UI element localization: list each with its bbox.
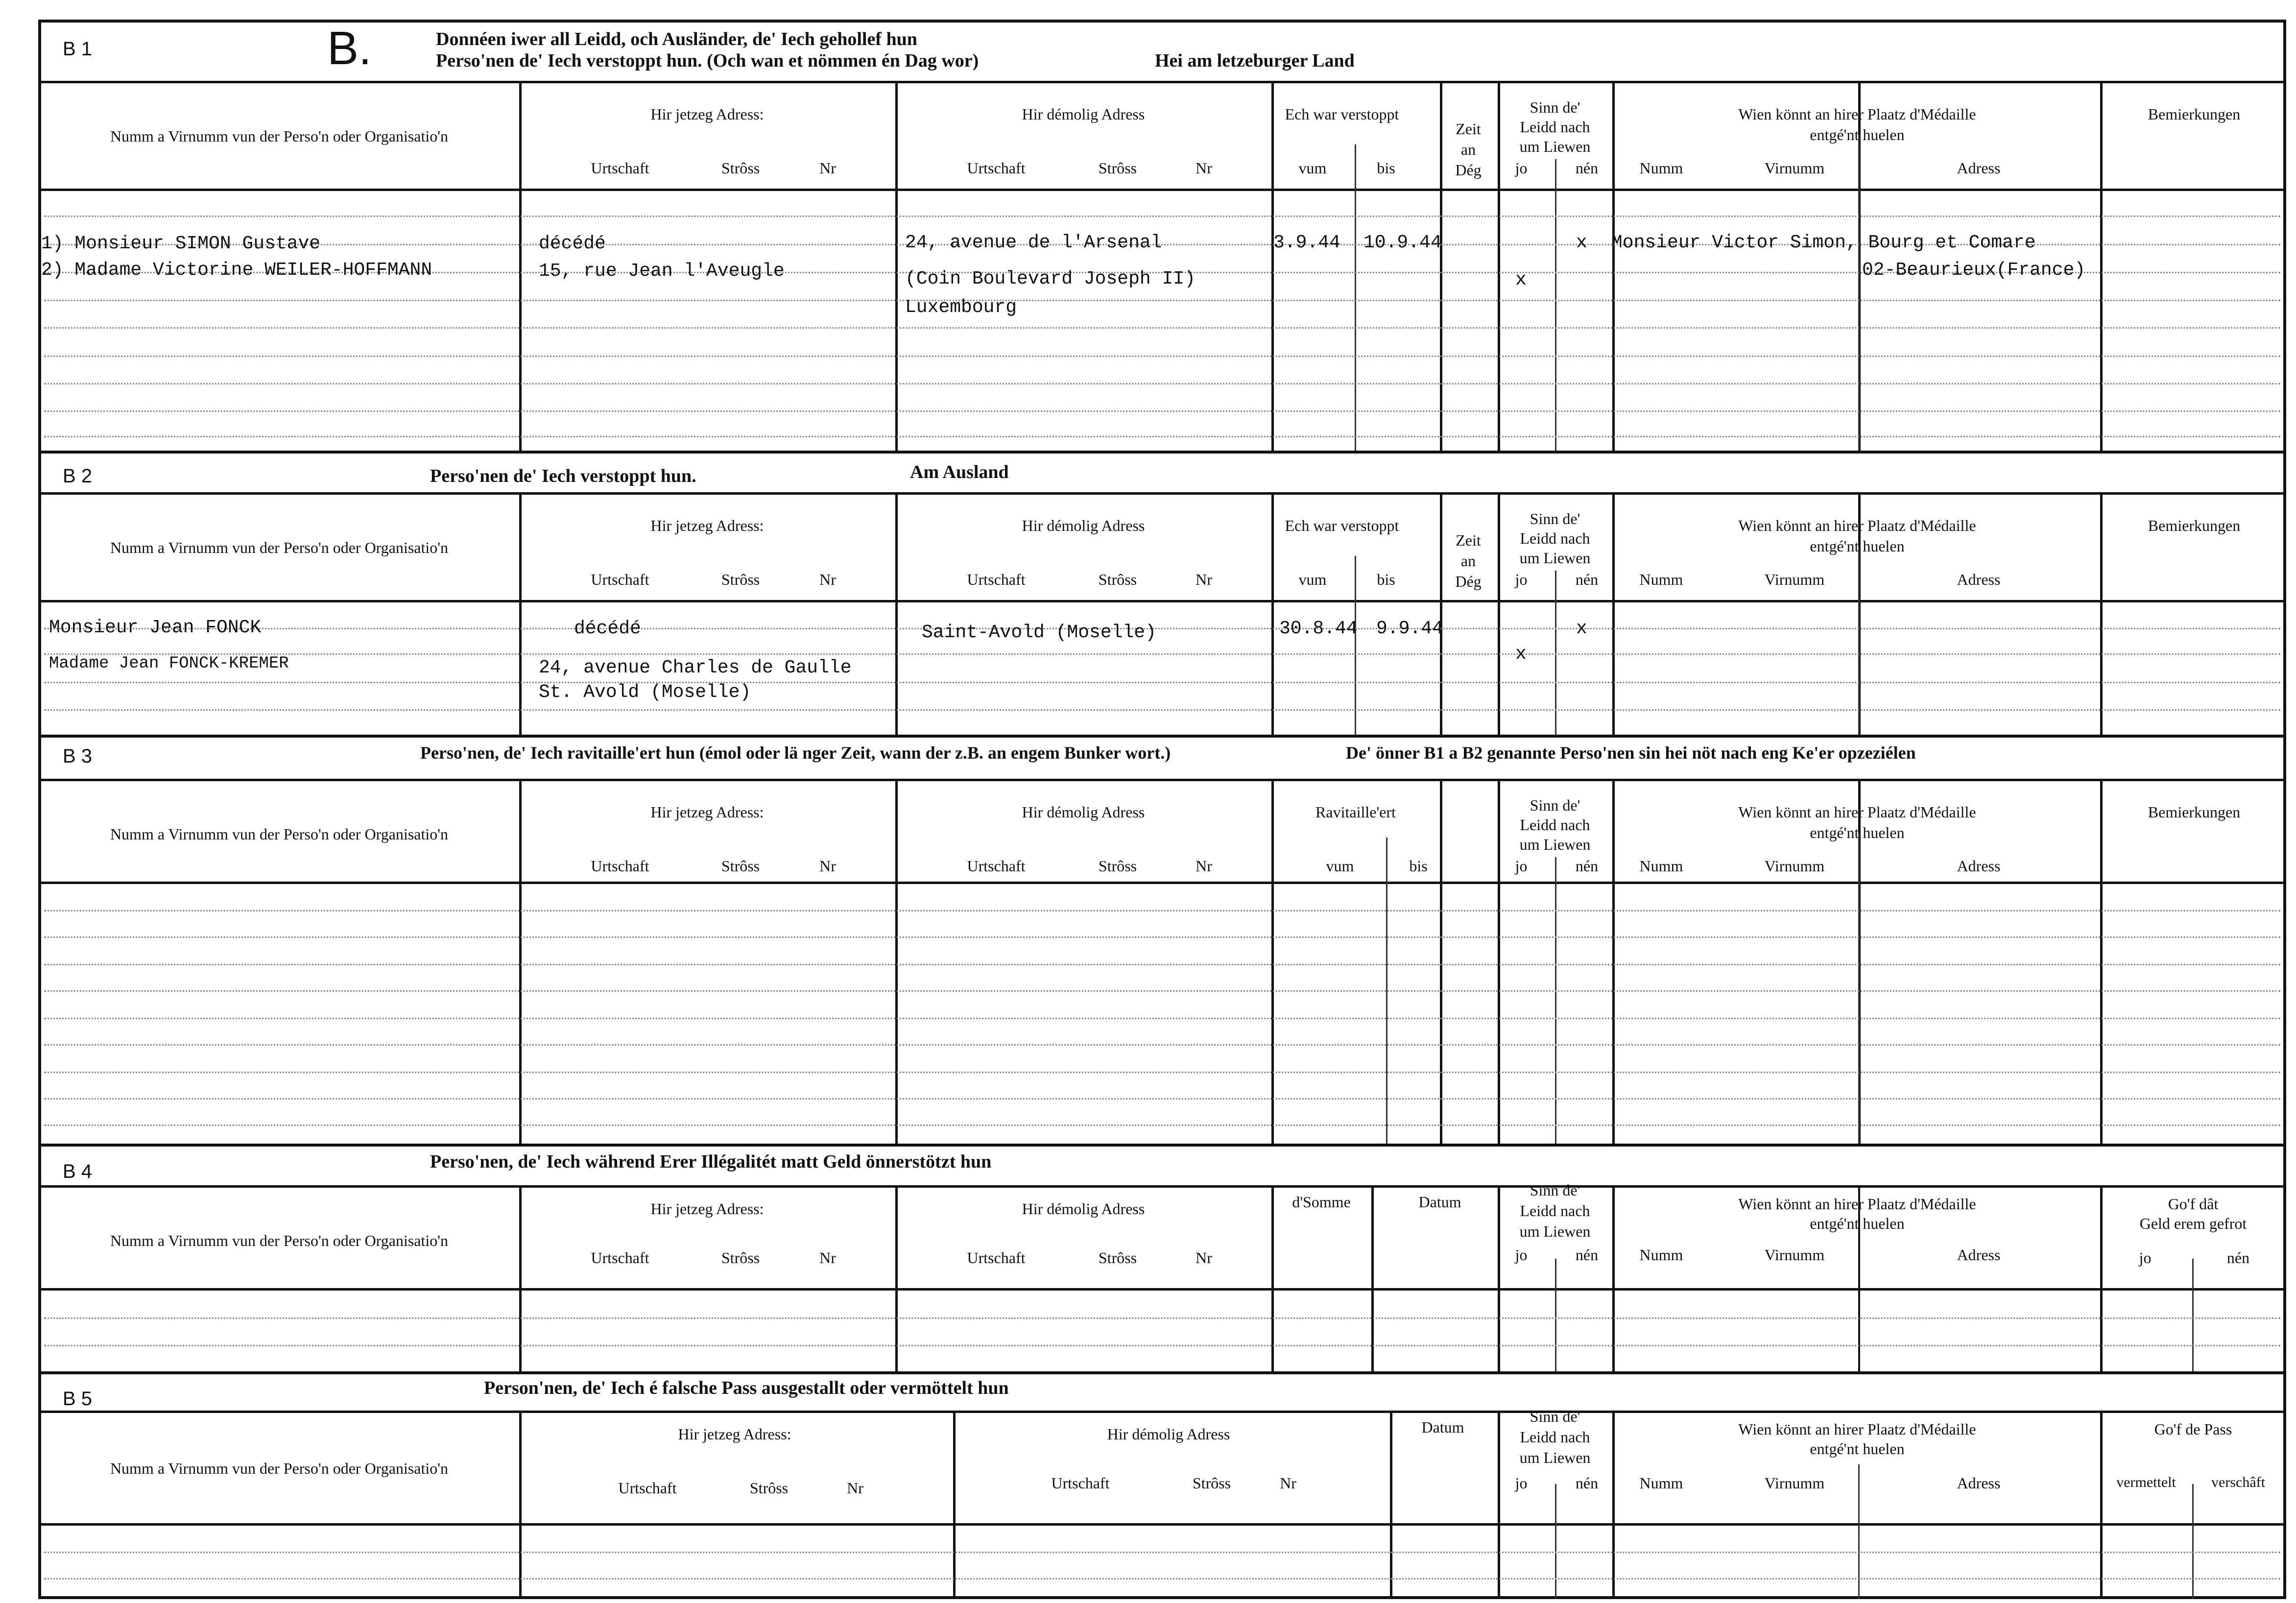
b3-col-sinn-1: Sinn de' [1530, 796, 1580, 814]
b2-col-zeit-an: an [1460, 552, 1476, 570]
rule-v [1612, 492, 1615, 735]
b1-col-jo: jo [1515, 159, 1528, 177]
b2-col-bemierkungen: Bemierkungen [2148, 517, 2241, 534]
b2-col-old-street: Strôss [1098, 571, 1137, 588]
b3-col-sinn-3: um Liewen [1519, 836, 1591, 853]
rule-v [2100, 779, 2103, 1144]
dotted-row-line [44, 1552, 2280, 1553]
b3-col-name: Numm a Virnumm vun der Perso'n oder Organisatio'n [110, 825, 449, 843]
dotted-row-line [44, 300, 2280, 301]
rule-v [1371, 1185, 1374, 1371]
dotted-row-line [44, 964, 2280, 965]
b2-col-vum: vum [1298, 571, 1327, 588]
b5-col-medaille-2: entgé'nt huelen [1810, 1440, 1905, 1458]
b2-col-medaille-1: Wien könnt an hirer Plaatz d'Médaille [1738, 517, 1976, 534]
rule-h [40, 600, 2284, 602]
b4-col-gof-geld-1: Go'f dât [2168, 1195, 2219, 1213]
b2-col-sinn-2: Leidd nach [1520, 529, 1590, 547]
rule-v [1612, 1411, 1615, 1599]
b1-col-old-nr: Nr [1196, 159, 1212, 177]
b4-col-jo: jo [1515, 1246, 1528, 1264]
form-letter: B. [327, 22, 372, 74]
b1-col-zeit-an: an [1460, 141, 1476, 158]
dotted-row-line [44, 653, 2280, 655]
b5-col-datum: Datum [1421, 1418, 1464, 1436]
b1-col-old-town: Urtschaft [967, 159, 1026, 177]
dotted-row-line [44, 383, 2280, 384]
rule-v [1612, 81, 1615, 451]
b4-col-old-street: Strôss [1098, 1249, 1137, 1267]
rule-v [2100, 1411, 2103, 1599]
dotted-row-line [44, 215, 2280, 217]
b4-col-virnumm: Virnumm [1764, 1246, 1825, 1264]
dotted-row-line [44, 910, 2280, 911]
b3-col-old-street: Strôss [1098, 857, 1137, 875]
b4-col-datum: Datum [1418, 1193, 1461, 1211]
rule-v [519, 492, 522, 735]
b2-entry-vum: 30.8.44 [1279, 618, 1358, 639]
b5-col-current-nr: Nr [847, 1479, 863, 1497]
b2-col-old-nr: Nr [1196, 571, 1212, 588]
rule-h [40, 1411, 2284, 1413]
b4-col-medaille-1: Wien könnt an hirer Plaatz d'Médaille [1738, 1195, 1976, 1213]
b2-col-old-address: Hir démolig Adress [1022, 517, 1145, 534]
b3-col-virnumm: Virnumm [1764, 857, 1825, 875]
rule-v [1858, 1185, 1860, 1371]
rule-v [2192, 1484, 2194, 1599]
b5-col-old-town: Urtschaft [1051, 1474, 1110, 1492]
b2-col-bis: bis [1377, 571, 1395, 588]
b3-col-nen: nén [1575, 857, 1599, 875]
dotted-row-line [44, 990, 2280, 992]
rule-h [40, 1185, 2284, 1188]
b2-col-jo: jo [1515, 571, 1528, 588]
b1-entry-old-2: (Coin Boulevard Joseph II) [905, 268, 1196, 289]
dotted-row-line [44, 1018, 2280, 1019]
b3-col-current-street: Strôss [721, 857, 760, 875]
b1-col-medaille-2: entgé'nt huelen [1810, 126, 1905, 144]
b1-col-nen: nén [1575, 159, 1599, 177]
dotted-row-line [44, 1345, 2280, 1346]
rule-v [519, 81, 522, 451]
b3-col-bemierkungen: Bemierkungen [2148, 803, 2241, 821]
b2-col-current-nr: Nr [819, 571, 836, 588]
section-code-b2: B 2 [63, 465, 93, 487]
b1-entry-current-1: décédé [539, 233, 606, 254]
b1-col-adress: Adress [1957, 159, 2001, 177]
b4-col-medaille-2: entgé'nt huelen [1810, 1215, 1905, 1232]
b2-entry-current-1: décédé [574, 618, 641, 639]
b2-col-zeit: Zeit [1456, 531, 1481, 549]
rule-v [1555, 1484, 1556, 1599]
section-code-b4: B 4 [63, 1161, 93, 1182]
rule-v [1498, 1411, 1500, 1599]
rule-v [895, 492, 898, 735]
b1-col-zeit-deg: Dég [1455, 161, 1482, 179]
b5-col-name: Numm a Virnumm vun der Perso'n oder Organisatio'n [110, 1459, 449, 1477]
b5-col-verschaft: verschâft [2211, 1474, 2265, 1490]
b2-entry-nen: x [1576, 618, 1587, 639]
b5-col-nen: nén [1575, 1474, 1599, 1492]
dotted-row-line [44, 936, 2280, 938]
rule-h [40, 189, 2284, 191]
dotted-row-line [44, 1044, 2280, 1046]
dotted-row-line [44, 628, 2280, 629]
b3-col-old-nr: Nr [1196, 857, 1212, 875]
b1-col-current-street: Strôss [721, 159, 760, 177]
b2-col-virnumm: Virnumm [1764, 571, 1825, 588]
rule-v [895, 779, 898, 1144]
b1-entry-old-3: Luxembourg [905, 297, 1017, 318]
rule-h [40, 81, 2284, 83]
b1-entry-vum: 3.9.44 [1273, 232, 1340, 253]
b3-col-vum: vum [1326, 857, 1354, 875]
b2-entry-old-1: Saint-Avold (Moselle) [922, 622, 1156, 643]
dotted-row-line [44, 1317, 2280, 1319]
b3-col-sinn-2: Leidd nach [1520, 816, 1590, 834]
b3-col-current-town: Urtschaft [591, 857, 649, 875]
b3-title-line1: Perso'nen, de' Iech ravitaille'ert hun (émol oder lä nger Zeit, wann der z.B. an engem Bunker wort.) [420, 743, 1171, 763]
dotted-row-line [44, 1098, 2280, 1100]
b1-col-sinn-3: um Liewen [1519, 138, 1591, 155]
b5-col-virnumm: Virnumm [1764, 1474, 1825, 1492]
b2-title-line1: Perso'nen de' Iech verstoppt hun. [430, 466, 696, 486]
b4-col-somme: d'Somme [1292, 1193, 1351, 1211]
b1-col-sinn-2: Leidd nach [1520, 118, 1590, 136]
b1-col-name: Numm a Virnumm vun der Perso'n oder Organisatio'n [110, 127, 449, 145]
rule-v [1858, 546, 1860, 735]
b2-entry-current-3: St. Avold (Moselle) [539, 682, 751, 703]
b3-title-line2: De' önner B1 a B2 genannte Perso'nen sin hei nöt nach eng Ke'er opzeziélen [1346, 743, 1916, 763]
rule-v [1271, 492, 1274, 735]
b4-col-numm: Numm [1639, 1246, 1683, 1264]
b5-col-old-address: Hir démolig Adress [1107, 1425, 1230, 1443]
b1-entry-bis: 10.9.44 [1363, 232, 1442, 253]
b1-col-bemierkungen: Bemierkungen [2148, 105, 2241, 123]
b1-entry-medaille-1: Monsieur Victor Simon, Bourg et Comare [1611, 232, 2036, 253]
dotted-row-line [44, 327, 2280, 329]
rule-h [40, 1288, 2284, 1291]
b1-col-numm: Numm [1639, 159, 1683, 177]
b5-col-numm: Numm [1639, 1474, 1683, 1492]
rule-v [1858, 833, 1860, 1144]
b2-entry-name-1: Monsieur Jean FONCK [49, 617, 262, 638]
b4-col-current-address: Hir jetzeg Adress: [650, 1200, 764, 1218]
b2-col-old-town: Urtschaft [967, 571, 1026, 588]
b4-col-sinn-1: Sinn de' [1530, 1181, 1580, 1199]
b1-col-virnumm: Virnumm [1764, 159, 1825, 177]
b1-col-hidden: Ech war verstoppt [1285, 105, 1399, 123]
b2-col-nen: nén [1575, 571, 1599, 588]
b3-col-current-nr: Nr [819, 857, 836, 875]
b3-col-numm: Numm [1639, 857, 1683, 875]
b2-entry-bis: 9.9.44 [1376, 618, 1443, 639]
b4-col-sinn-3: um Liewen [1519, 1222, 1591, 1240]
rule-v [519, 1185, 522, 1371]
b1-entry-current-2: 15, rue Jean l'Aveugle [539, 261, 785, 282]
b1-col-current-town: Urtschaft [591, 159, 649, 177]
rule-h [40, 1371, 2284, 1374]
rule-v [2100, 1185, 2103, 1371]
rule-v [1612, 1185, 1615, 1371]
rule-v [1440, 779, 1442, 1144]
rule-h [40, 451, 2284, 454]
b5-col-sinn-2: Leidd nach [1520, 1428, 1590, 1446]
b2-entry-current-2: 24, avenue Charles de Gaulle [539, 657, 852, 678]
b5-col-adress: Adress [1957, 1474, 2001, 1492]
b3-col-medaille-1: Wien könnt an hirer Plaatz d'Médaille [1738, 803, 1976, 821]
rule-h [40, 735, 2284, 738]
rule-v [1355, 144, 1356, 451]
b1-col-medaille-1: Wien könnt an hirer Plaatz d'Médaille [1738, 105, 1976, 123]
b3-col-bis: bis [1409, 857, 1428, 875]
b4-col-name: Numm a Virnumm vun der Perso'n oder Organisatio'n [110, 1232, 449, 1249]
dotted-row-line [44, 709, 2280, 711]
rule-v [953, 1411, 956, 1599]
b5-title-line1: Person'nen, de' Iech é falsche Pass ausgestallt oder vermöttelt hun [484, 1378, 1009, 1398]
b2-col-sinn-1: Sinn de' [1530, 510, 1580, 527]
b2-col-current-town: Urtschaft [591, 571, 649, 588]
b5-col-sinn-3: um Liewen [1519, 1449, 1591, 1466]
b1-col-sinn-1: Sinn de' [1530, 98, 1580, 116]
rule-v [1390, 1411, 1392, 1599]
dotted-row-line [44, 436, 2280, 437]
b5-col-vermettelt: vermettelt [2116, 1474, 2176, 1490]
rule-v [1612, 779, 1615, 1144]
b1-entry-name-2: 2) Madame Victorine WEILER-HOFFMANN [41, 260, 432, 281]
section-code-b3: B 3 [63, 745, 93, 767]
rule-v [1271, 1185, 1274, 1371]
b5-col-old-nr: Nr [1280, 1474, 1296, 1492]
rule-h [40, 492, 2284, 495]
b1-col-current-address: Hir jetzeg Adress: [650, 105, 764, 123]
b2-col-numm: Numm [1639, 571, 1683, 588]
rule-h [40, 1523, 2284, 1526]
b1-entry-jo: x [1515, 269, 1527, 290]
b4-col-current-street: Strôss [721, 1249, 760, 1267]
section-code-b1: B 1 [63, 38, 93, 60]
b1-entry-nen: x [1576, 232, 1587, 253]
dotted-row-line [44, 410, 2280, 412]
b2-col-zeit-deg: Dég [1455, 573, 1482, 590]
section-code-b5: B 5 [63, 1388, 93, 1410]
b4-col-current-nr: Nr [819, 1249, 836, 1267]
b1-col-old-street: Strôss [1098, 159, 1137, 177]
rule-v [1498, 1185, 1500, 1371]
rule-v [1498, 492, 1500, 735]
rule-h [40, 882, 2284, 884]
rule-v [519, 779, 522, 1144]
b3-col-jo: jo [1515, 857, 1528, 875]
b2-col-current-address: Hir jetzeg Adress: [650, 517, 764, 534]
b2-entry-name-2: Madame Jean FONCK-KREMER [49, 654, 289, 673]
rule-h [40, 779, 2284, 781]
rule-v [1271, 81, 1274, 451]
b4-col-adress: Adress [1957, 1246, 2001, 1264]
b3-col-old-town: Urtschaft [967, 857, 1026, 875]
rule-v [1555, 1259, 1556, 1371]
rule-h [40, 1144, 2284, 1147]
rule-v [895, 81, 898, 451]
b1-col-zeit: Zeit [1456, 120, 1481, 138]
b2-col-hidden: Ech war verstoppt [1285, 517, 1399, 534]
rule-v [1498, 779, 1500, 1144]
b4-col-old-town: Urtschaft [967, 1249, 1026, 1267]
b5-col-gof-pass: Go'f de Pass [2154, 1420, 2232, 1438]
b1-col-current-nr: Nr [819, 159, 836, 177]
dotted-row-line [44, 1072, 2280, 1073]
dotted-row-line [44, 1124, 2280, 1126]
b4-col-gof-jo: jo [2139, 1249, 2152, 1267]
b4-col-nen: nén [1575, 1246, 1599, 1264]
rule-v [519, 1411, 522, 1599]
b4-col-current-town: Urtschaft [591, 1249, 649, 1267]
b4-col-old-nr: Nr [1196, 1249, 1212, 1267]
b2-col-current-street: Strôss [721, 571, 760, 588]
b1-title-line2: Perso'nen de' Iech verstoppt hun. (Och wan et nömmen én Dag wor) [436, 50, 979, 71]
b1-title-line3: Hei am letzeburger Land [1155, 50, 1355, 71]
rule-v [1555, 159, 1556, 451]
rule-v [2100, 81, 2103, 451]
b5-col-current-street: Strôss [749, 1479, 789, 1497]
b2-entry-jo: x [1515, 644, 1527, 665]
b4-col-old-address: Hir démolig Adress [1022, 1200, 1145, 1218]
b5-col-current-town: Urtschaft [618, 1479, 677, 1497]
rule-v [1271, 779, 1274, 1144]
b5-col-old-street: Strôss [1192, 1474, 1231, 1492]
b5-col-current-address: Hir jetzeg Adress: [678, 1425, 791, 1443]
rule-v [1440, 492, 1442, 735]
b5-col-sinn-1: Sinn de' [1530, 1408, 1580, 1425]
rule-v [1355, 556, 1356, 735]
b1-entry-old-1: 24, avenue de l'Arsenal [905, 232, 1162, 253]
b3-col-medaille-2: entgé'nt huelen [1810, 824, 1905, 841]
b1-entry-name-1: 1) Monsieur SIMON Gustave [41, 233, 321, 254]
rule-v [2100, 492, 2103, 735]
b3-col-ravitailleert: Ravitaille'ert [1315, 803, 1396, 821]
b5-col-medaille-1: Wien könnt an hirer Plaatz d'Médaille [1738, 1420, 1976, 1438]
b2-col-name: Numm a Virnumm vun der Perso'n oder Organisatio'n [110, 539, 449, 556]
b1-col-old-address: Hir démolig Adress [1022, 105, 1145, 123]
b3-col-old-address: Hir démolig Adress [1022, 803, 1145, 821]
b2-col-medaille-2: entgé'nt huelen [1810, 537, 1905, 555]
dotted-row-line [44, 682, 2280, 683]
b1-title-line1: Donnéen iwer all Leidd, och Ausländer, de' Iech gehollef hun [436, 29, 917, 49]
b4-col-sinn-2: Leidd nach [1520, 1202, 1590, 1220]
rule-v [895, 1185, 898, 1371]
b3-col-current-address: Hir jetzeg Adress: [650, 803, 764, 821]
b1-entry-medaille-2: 02-Beaurieux(France) [1862, 260, 2086, 281]
b4-col-gof-nen: nén [2226, 1249, 2250, 1267]
dotted-row-line [44, 356, 2280, 357]
b2-col-sinn-3: um Liewen [1519, 549, 1591, 567]
rule-v [1498, 81, 1500, 451]
rule-v [2192, 1259, 2194, 1371]
rule-v [1858, 135, 1860, 451]
rule-v [1440, 81, 1442, 451]
b1-col-vum: vum [1298, 159, 1327, 177]
b5-col-jo: jo [1515, 1474, 1528, 1492]
b1-col-bis: bis [1377, 159, 1395, 177]
b2-col-adress: Adress [1957, 571, 2001, 588]
b2-title-line2: Am Ausland [910, 462, 1009, 482]
b4-title-line1: Perso'nen, de' Iech während Erer Illégalitét matt Geld önnerstötzt hun [430, 1151, 992, 1172]
dotted-row-line [44, 1578, 2280, 1579]
b3-col-adress: Adress [1957, 857, 2001, 875]
b4-col-gof-geld-2: Geld erem gefrot [2139, 1215, 2247, 1232]
rule-v [1555, 857, 1556, 1144]
